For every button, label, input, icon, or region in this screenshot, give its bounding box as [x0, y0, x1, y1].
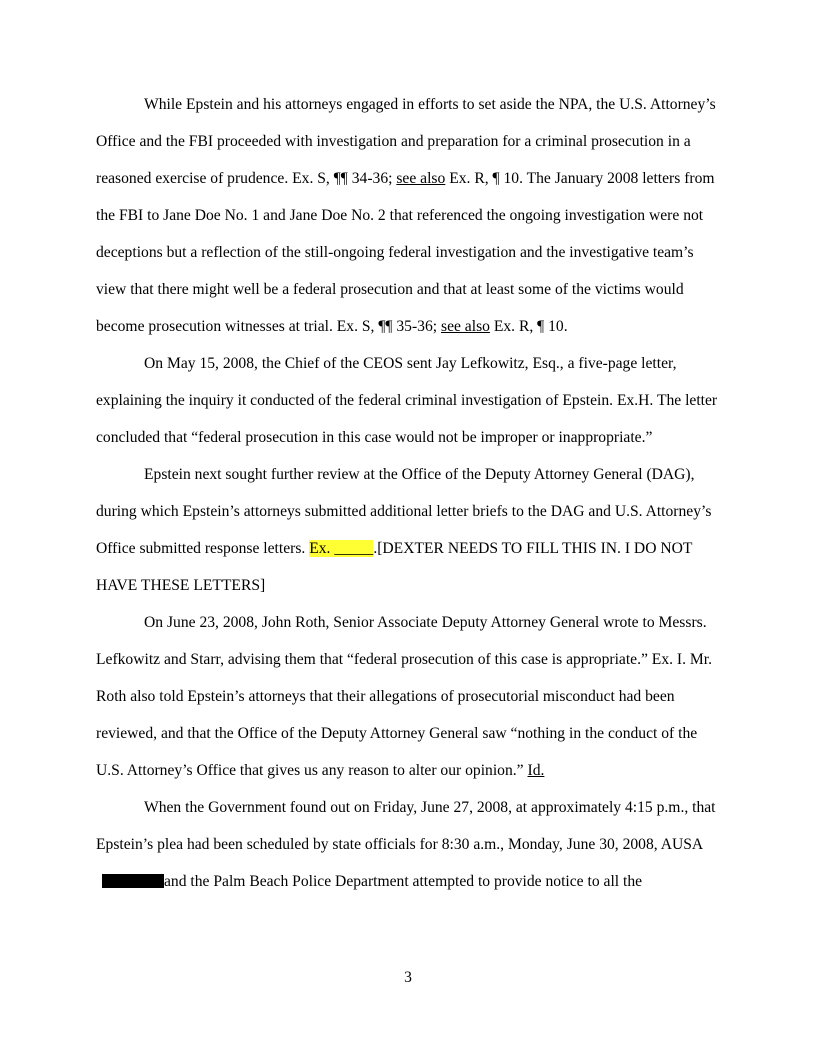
see-also-citation: see also	[441, 318, 490, 335]
paragraph-text: Ex. R, ¶ 10.	[489, 318, 568, 335]
paragraph-ceos-letter	[96, 345, 720, 456]
paragraph-text: While Epstein and his attorneys engaged in efforts to set aside the NPA, the U.S. Attorney’s Office and the FBI proceeded with investigation and preparation for a criminal prosecution in a reasoned exercise of prudence. Ex. S, ¶¶ 34-36;	[96, 96, 716, 187]
document-body	[96, 86, 720, 900]
paragraph-text: Epstein next sought further review at the Office of the Deputy Attorney General (DAG), during which Epstein’s attorneys submitted additional letter briefs to the DAG and U.S. Attorney’s Office submitted response letters.	[96, 466, 712, 557]
paragraph-text: On May 15, 2008, the Chief of the CEOS sent Jay Lefkowitz, Esq., a five-page letter, explaining the inquiry it conducted of the federal criminal investigation of Epstein. Ex.H. The letter concluded that “federal prosecution in this case would not be improper or inappropriate.”	[96, 355, 718, 446]
paragraph-plea-notice	[96, 789, 720, 900]
highlighted-exhibit-placeholder: Ex. _____	[309, 540, 374, 557]
paragraph-dag-review	[96, 456, 720, 604]
see-also-citation: see also	[396, 170, 446, 187]
paragraph-text: Ex. R, ¶ 10. The January 2008 letters from the FBI to Jane Doe No. 1 and Jane Doe No. 2 that referenced the ongoing investigation were not deceptions but a reflection of the still-ongoing federal investigation and the investigative team’s view that there might well be a federal prosecution and that at least some of the victims would become prosecution witnesses at trial. Ex. S, ¶¶ 35-36;	[96, 170, 715, 335]
paragraph-text: When the Government found out on Friday, June 27, 2008, at approximately 4:15 p.m., that Epstein’s plea had been scheduled by state officials for 8:30 a.m., Monday, June 30, 2008, AUSA	[96, 799, 716, 853]
redaction-box	[102, 874, 164, 888]
paragraph-text: .[DEXTER NEEDS TO FILL THIS IN. I DO NOT HAVE THESE LETTERS]	[96, 540, 693, 594]
paragraph-roth-letter	[96, 604, 720, 789]
paragraph-text: On June 23, 2008, John Roth, Senior Associate Deputy Attorney General wrote to Messrs. Lefkowitz and Starr, advising them that “federal prosecution of this case is appropriate.” Ex. I. Mr. Roth also told Epstein’s attorneys that their allegations of prosecutorial misconduct had been reviewed, and that the Office of the Deputy Attorney General saw “nothing in the conduct of the U.S. Attorney’s Office that gives us any reason to alter our opinion.”	[96, 614, 712, 779]
id-citation: Id.	[527, 762, 545, 779]
paragraph-investigation	[96, 86, 720, 345]
page-number: 3	[404, 969, 412, 986]
paragraph-text: and the Palm Beach Police Department attempted to provide notice to all the	[164, 873, 643, 890]
